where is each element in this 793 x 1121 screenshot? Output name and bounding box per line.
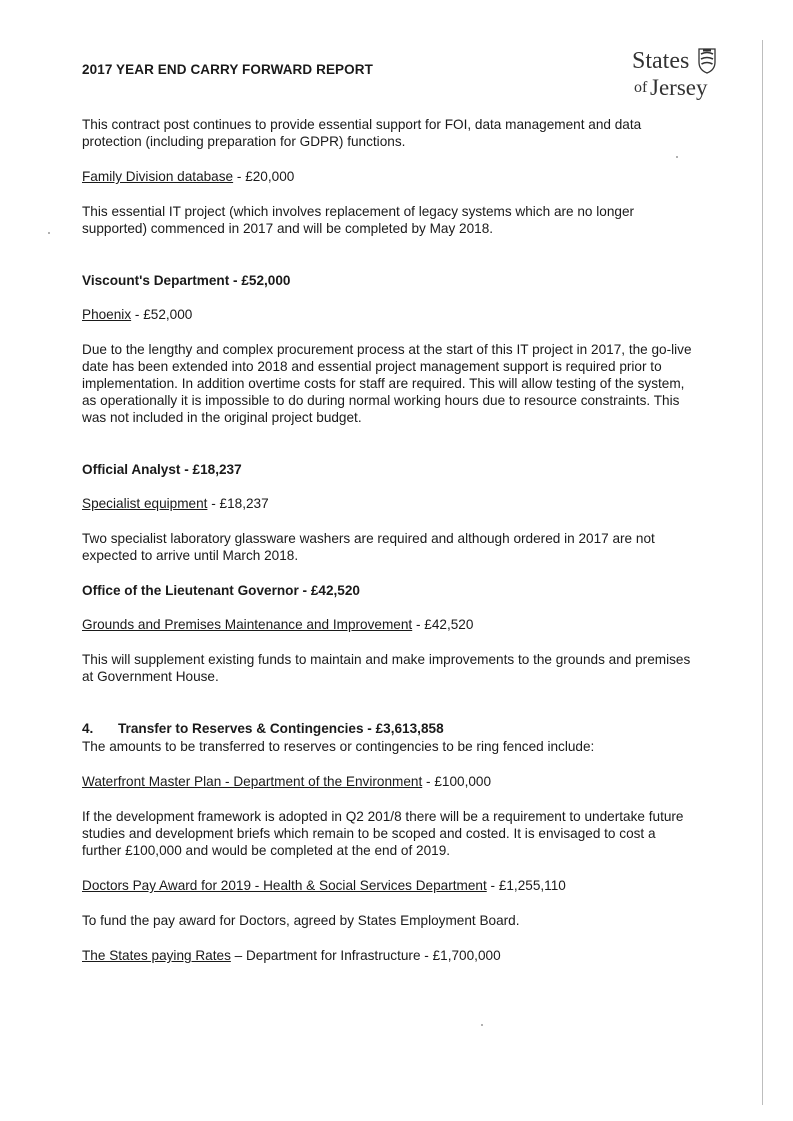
subheading-label: Grounds and Premises Maintenance and Improvement	[82, 617, 413, 632]
states-of-jersey-logo	[632, 48, 722, 108]
subheading-states-paying-rates	[82, 947, 694, 964]
subheading-amount: - £18,237	[207, 496, 269, 511]
paragraph-phoenix-details: Due to the lengthy and complex procurement process at the start of this IT project in 2017, the go-live date has been extended into 2018 and essential project management support is required prior to implementation. In addition overtime costs for staff are required. This will allow testing of the system, as operationally it is impossible to do during normal working hours due to resource constraints. This was not included in the original project budget.	[82, 342, 692, 425]
subheading-label: Waterfront Master Plan - Department of the Environment	[82, 774, 423, 789]
subheading-label: Specialist equipment	[82, 496, 208, 511]
subheading-waterfront	[82, 773, 694, 790]
subheading-amount: - £20,000	[233, 169, 295, 184]
report-title: 2017 YEAR END CARRY FORWARD REPORT	[82, 62, 373, 77]
logo-line-jersey: Jersey	[650, 75, 708, 100]
subheading-amount: - £52,000	[131, 307, 193, 322]
paragraph-contract-post: This contract post continues to provide essential support for FOI, data management and data protection (including preparation for GDPR) functions.	[82, 117, 642, 149]
subheading-family-division	[82, 168, 694, 185]
subheading-label: Doctors Pay Award for 2019 - Health & Social Services Department	[82, 878, 487, 893]
paragraph-doctors-fund: To fund the pay award for Doctors, agreed by States Employment Board.	[82, 913, 520, 928]
heading-official-analyst: Official Analyst - £18,237	[82, 462, 242, 477]
subheading-amount: - £42,520	[412, 617, 474, 632]
subheading-amount: – Department for Infrastructure - £1,700,000	[230, 948, 501, 963]
paragraph-government-house: This will supplement existing funds to maintain and make improvements to the grounds and premises at Government House.	[82, 652, 691, 684]
heading-viscounts-department: Viscount's Department - £52,000	[82, 273, 291, 288]
subheading-doctors-pay	[82, 877, 694, 894]
paragraph-development-framework: If the development framework is adopted in Q2 201/8 there will be a requirement to undertake future studies and development briefs which remain to be scoped and costed. It is envisaged to cost a further £100,000 and would be completed at the end of 2019.	[82, 809, 684, 858]
logo-line-of: of	[634, 79, 648, 96]
subheading-label: Phoenix	[82, 307, 132, 322]
section-number: 4.	[82, 721, 94, 736]
jersey-crest-icon	[698, 48, 716, 74]
subheading-specialist-equipment	[82, 495, 694, 512]
heading-lieutenant-governor: Office of the Lieutenant Governor - £42,520	[82, 583, 360, 598]
subheading-label: Family Division database	[82, 169, 234, 184]
paragraph-glassware-washers: Two specialist laboratory glassware washers are required and although ordered in 2017 are not expected to arrive until March 2018.	[82, 531, 655, 563]
paragraph-reserves-intro: The amounts to be transferred to reserves or contingencies to be ring fenced include:	[82, 739, 595, 754]
paragraph-it-project: This essential IT project (which involves replacement of legacy systems which are no longer supported) commenced in 2017 and will be completed by May 2018.	[82, 204, 635, 236]
logo-line-states: States	[632, 48, 690, 74]
subheading-phoenix	[82, 306, 694, 323]
section-heading-text: Transfer to Reserves & Contingencies - £3,613,858	[118, 721, 444, 736]
scan-speck	[481, 1024, 483, 1026]
document-body	[82, 116, 694, 964]
scan-speck	[48, 232, 50, 234]
scan-edge-line	[762, 40, 763, 1105]
subheading-amount: - £100,000	[422, 774, 492, 789]
subheading-grounds-premises	[82, 616, 694, 633]
heading-section-4	[82, 720, 694, 737]
scan-speck	[676, 156, 678, 158]
subheading-label: The States paying Rates	[82, 948, 231, 963]
subheading-amount: - £1,255,110	[486, 878, 566, 893]
